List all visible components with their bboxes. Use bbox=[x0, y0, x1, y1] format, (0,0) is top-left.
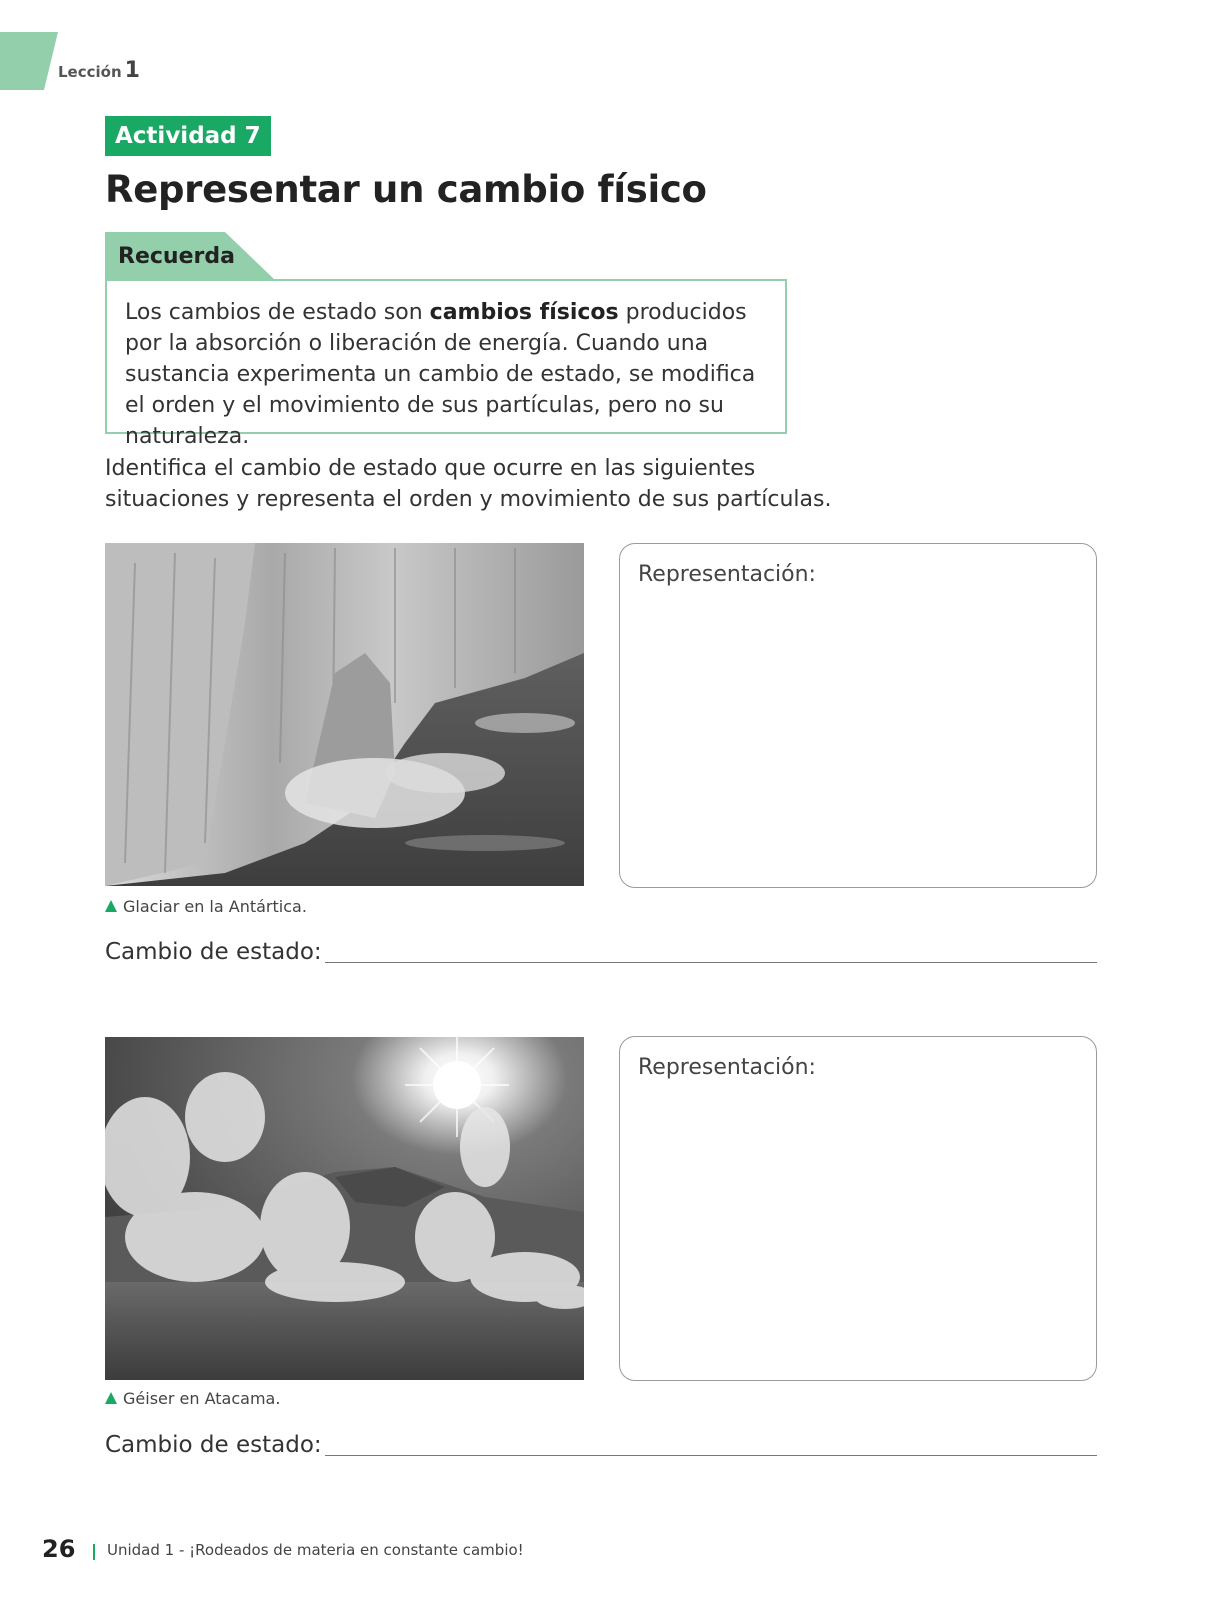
recuerda-text-before: Los cambios de estado son bbox=[125, 300, 430, 325]
answer-blank-1[interactable] bbox=[325, 962, 1097, 963]
lesson-label bbox=[58, 58, 140, 83]
page-number: 26 bbox=[42, 1535, 76, 1563]
glacier-caption-text: Glaciar en la Antártica. bbox=[123, 897, 307, 916]
answer-line-1[interactable] bbox=[105, 929, 1097, 965]
glacier-image bbox=[105, 543, 584, 886]
geyser-caption-text: Géiser en Atacama. bbox=[123, 1389, 281, 1408]
representation-box-2[interactable] bbox=[619, 1036, 1097, 1381]
geyser-image bbox=[105, 1037, 584, 1380]
footer-divider bbox=[93, 1544, 95, 1560]
lesson-tab-shape bbox=[0, 32, 58, 90]
recuerda-box bbox=[105, 279, 787, 449]
footer-unit-text: Unidad 1 - ¡Rodeados de materia en constante cambio! bbox=[107, 1541, 524, 1559]
geyser-caption bbox=[105, 1389, 280, 1408]
lesson-label-text: Lección bbox=[58, 63, 122, 81]
representation-label-1: Representación: bbox=[638, 562, 816, 587]
instructions: Identifica el cambio de estado que ocurre en las siguientes situaciones y representa el orden y movimiento de sus partículas. bbox=[105, 456, 832, 512]
lesson-number: 1 bbox=[124, 58, 140, 83]
caption-triangle-icon bbox=[105, 1392, 117, 1404]
activity-badge: Actividad 7 bbox=[105, 116, 271, 156]
answer-line-2[interactable] bbox=[105, 1422, 1097, 1458]
representation-box-1[interactable] bbox=[619, 543, 1097, 888]
answer-label-2: Cambio de estado: bbox=[105, 1432, 322, 1458]
glacier-caption bbox=[105, 897, 307, 916]
geyser-photo bbox=[105, 1037, 584, 1380]
answer-blank-2[interactable] bbox=[325, 1455, 1097, 1456]
answer-label-1: Cambio de estado: bbox=[105, 939, 322, 965]
recuerda-text-bold: cambios físicos bbox=[429, 300, 619, 325]
recuerda-label: Recuerda bbox=[118, 244, 235, 269]
caption-triangle-icon bbox=[105, 900, 117, 912]
glacier-photo bbox=[105, 543, 584, 886]
representation-label-2: Representación: bbox=[638, 1055, 816, 1080]
page-title: Representar un cambio físico bbox=[105, 168, 707, 211]
recuerda-text-after: producidos por la absorción o liberación de energía. Cuando una sustancia experimenta un cambio de estado, se modifica el orden y el movimiento de sus partículas, pero no su naturaleza. bbox=[125, 300, 756, 449]
